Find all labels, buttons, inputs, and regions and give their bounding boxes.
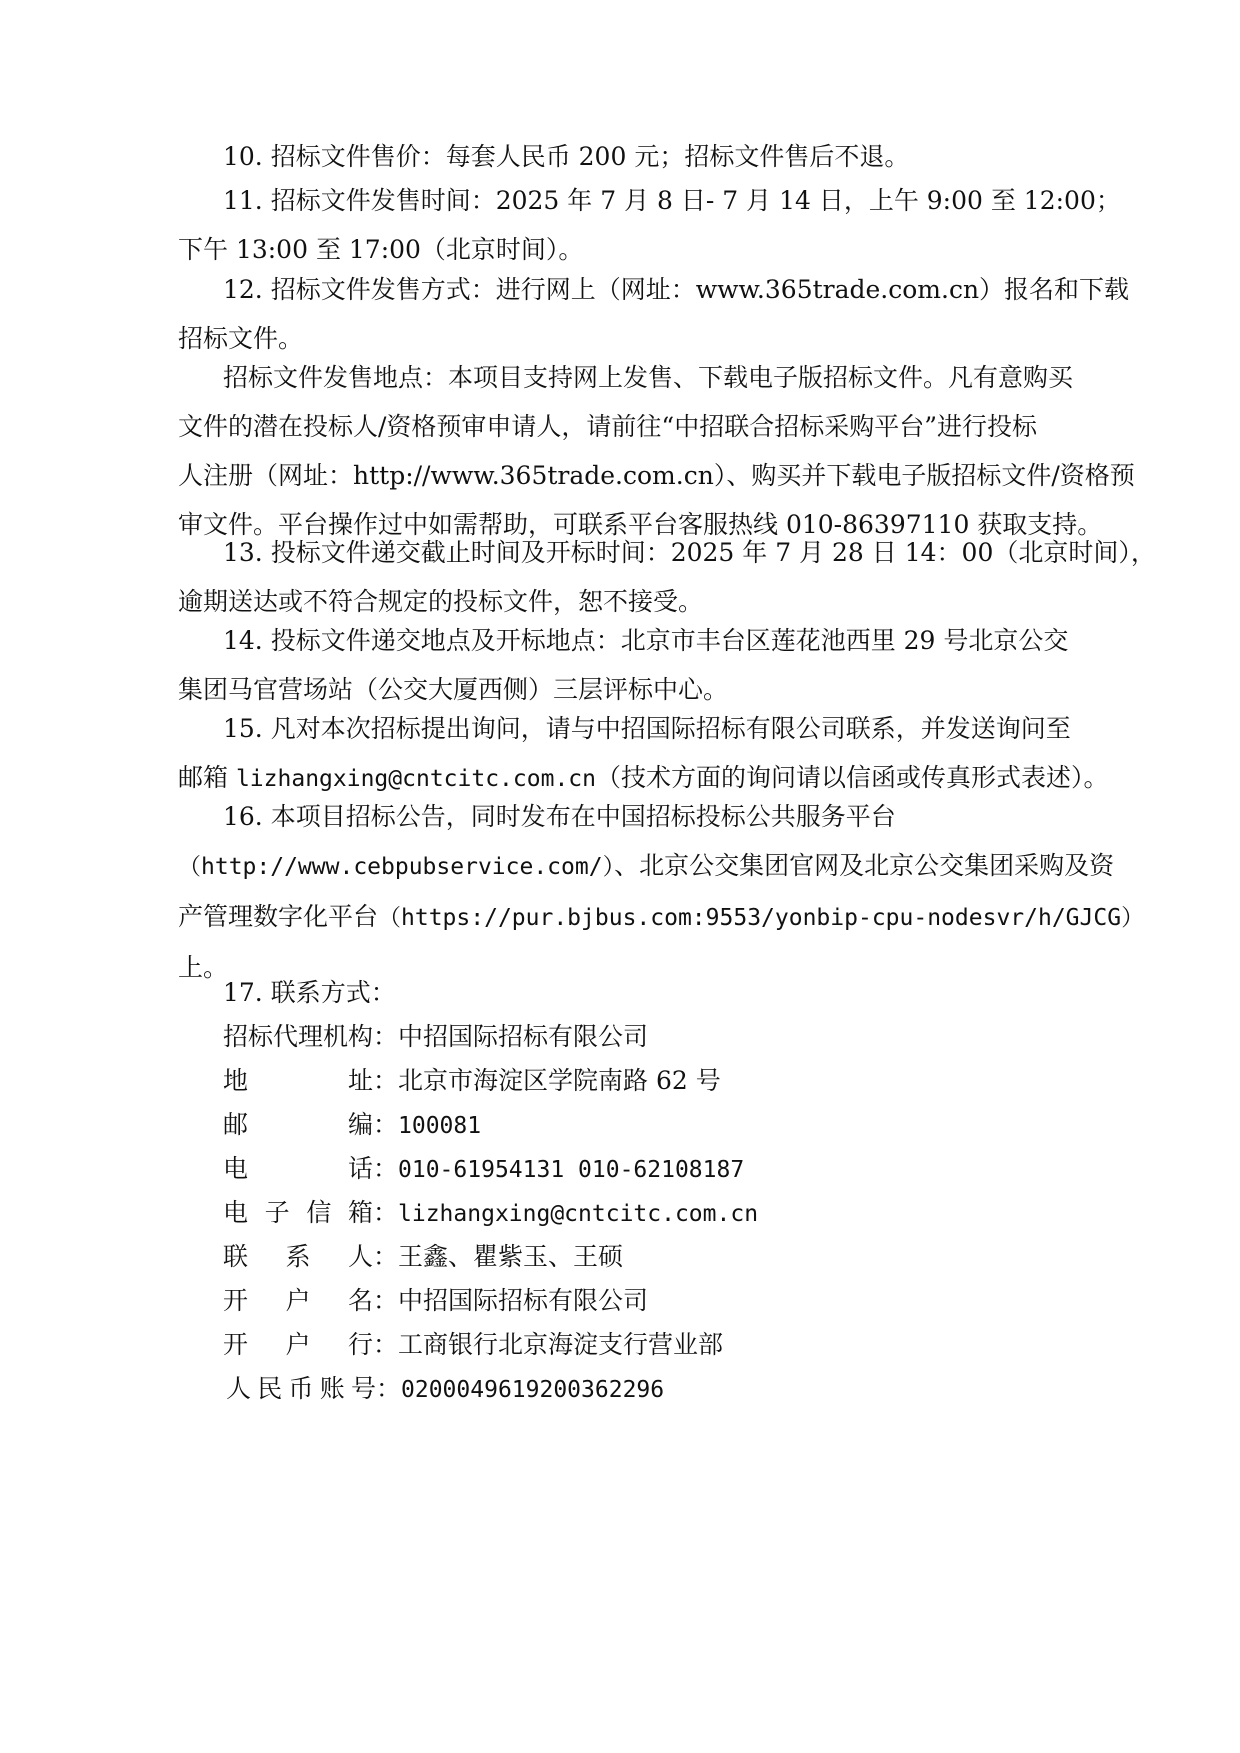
label (223, 1056, 388, 1105)
value: 王鑫、瞿紫玉、王硕 (398, 1242, 624, 1271)
line: 10. 招标文件售价：每套人民币 200 元；招标文件售后不退。 (223, 142, 910, 171)
line: 逾期送达或不符合规定的投标文件，恕不接受。 (178, 587, 704, 616)
line: 招标文件。 (178, 324, 304, 353)
label-char: 子 (264, 1198, 290, 1227)
contact-account-name (223, 1276, 1023, 1325)
value: 0200049619200362296 (401, 1377, 665, 1403)
text: 产管理数字化平台 (178, 902, 379, 931)
line: 11. 招标文件发售时间：2025 年 7 月 8 日- 7 月 14 日，上午 9:00 至 12:00； (223, 186, 1121, 215)
line: 集团马官营场站（公交大厦西侧）三层评标中心。 (178, 675, 729, 704)
item-11-sale-time (178, 176, 1121, 274)
line: 上。 (178, 953, 229, 982)
value: 100081 (398, 1113, 482, 1139)
url: （https://pur.bjbus.com:9553/yonbip-cpu-nodesvr/h/GJCG） (378, 905, 1145, 931)
label: 招标代理机构： (223, 1022, 399, 1051)
contact-rmb-account (226, 1364, 1026, 1413)
label-char: 人 (226, 1374, 252, 1403)
value: 010-61954131 010-62108187 (398, 1157, 745, 1183)
item-12-sale-location (178, 353, 1135, 549)
value: 中招国际招标有限公司 (398, 1022, 649, 1051)
line: 审文件。平台操作过中如需帮助，可联系平台客服热线 010-86397110 获取支持。 (178, 510, 1103, 539)
label (223, 1188, 388, 1237)
line: 17. 联系方式： (223, 978, 396, 1007)
item-17-contact (178, 968, 1078, 1017)
colon: ： (373, 1066, 399, 1095)
text: （技术方面的询问请以信函或传真形式表述）。 (595, 763, 1109, 792)
label-char: 户 (285, 1286, 311, 1315)
line: 12. 招标文件发售方式：进行网上（网址：www.365trade.com.cn）报名和下载 (223, 275, 1130, 304)
label-char: 信 (306, 1198, 332, 1227)
line: 14. 投标文件递交地点及开标地点：北京市丰台区莲花池西里 29 号北京公交 (223, 626, 1069, 655)
line: 文件的潜在投标人/资格预审申请人，请前往“中招联合招标采购平台”进行投标 (178, 412, 1037, 441)
label-char: 户 (285, 1330, 311, 1359)
item-12-sale-method (178, 265, 1130, 363)
label-char: 人 (347, 1242, 373, 1271)
colon: ： (373, 1154, 399, 1183)
label-char: 行 (347, 1330, 373, 1359)
colon: ： (373, 1330, 399, 1359)
label-char: 邮 (223, 1110, 249, 1139)
contact-postcode (223, 1100, 1023, 1149)
value: 工商银行北京海淀支行营业部 (398, 1330, 724, 1359)
item-16-publication (178, 792, 1145, 992)
contact-phone (223, 1144, 1023, 1193)
item-10-sale-price (178, 132, 1078, 181)
label-char: 开 (223, 1330, 249, 1359)
value: 北京市海淀区学院南路 62 号 (398, 1066, 721, 1095)
label (223, 1232, 388, 1281)
label-char: 址 (347, 1066, 373, 1095)
text: 邮箱 (178, 763, 236, 792)
value: lizhangxing@cntcitc.com.cn (398, 1201, 759, 1227)
contact-agency (223, 1012, 1023, 1061)
line: 13. 投标文件递交截止时间及开标时间：2025 年 7 月 28 日 14：00（北京时间）， (223, 538, 1156, 567)
line: 人注册（网址：http://www.365trade.com.cn）、购买并下载电子版招标文件/资格预 (178, 461, 1135, 490)
url: （http://www.cebpubservice.com/） (178, 854, 615, 880)
line (178, 841, 1115, 892)
label-char: 账 (319, 1374, 345, 1403)
label-char: 名 (347, 1286, 373, 1315)
colon: ： (373, 1110, 399, 1139)
label-char: 系 (285, 1242, 311, 1271)
label-char: 号 (350, 1374, 376, 1403)
contact-email (223, 1188, 1023, 1237)
label-char: 电 (223, 1198, 249, 1227)
line: 15. 凡对本次招标提出询问，请与中招国际招标有限公司联系，并发送询问至 (223, 714, 1071, 743)
line: 16. 本项目招标公告，同时发布在中国招标投标公共服务平台 (223, 802, 896, 831)
contact-address (223, 1056, 1023, 1105)
label-char: 币 (288, 1374, 314, 1403)
colon: ： (373, 1198, 399, 1227)
line: 招标文件发售地点：本项目支持网上发售、下载电子版招标文件。凡有意购买 (223, 363, 1074, 392)
label-char: 联 (223, 1242, 249, 1271)
label-char: 箱 (347, 1198, 373, 1227)
label-char: 话 (347, 1154, 373, 1183)
text: 、北京公交集团官网及北京公交集团采购及资 (614, 851, 1115, 880)
line: 下午 13:00 至 17:00（北京时间）。 (178, 235, 584, 264)
label-char: 地 (223, 1066, 249, 1095)
label-char: 民 (257, 1374, 283, 1403)
label (226, 1364, 391, 1413)
label-char: 编 (347, 1110, 373, 1139)
contact-bank (223, 1320, 1023, 1369)
email-address: lizhangxing@cntcitc.com.cn (235, 766, 596, 792)
contact-person (223, 1232, 1023, 1281)
label-char: 电 (223, 1154, 249, 1183)
label (223, 1320, 388, 1369)
label (223, 1100, 388, 1149)
label (223, 1276, 388, 1325)
value: 中招国际招标有限公司 (398, 1286, 649, 1315)
line (178, 892, 1145, 943)
label-char: 开 (223, 1286, 249, 1315)
item-14-location (178, 616, 1078, 714)
colon: ： (376, 1374, 402, 1403)
colon: ： (373, 1286, 399, 1315)
colon: ： (373, 1242, 399, 1271)
item-13-deadline (178, 528, 1156, 626)
label (223, 1144, 388, 1193)
item-15-inquiry (178, 704, 1109, 804)
